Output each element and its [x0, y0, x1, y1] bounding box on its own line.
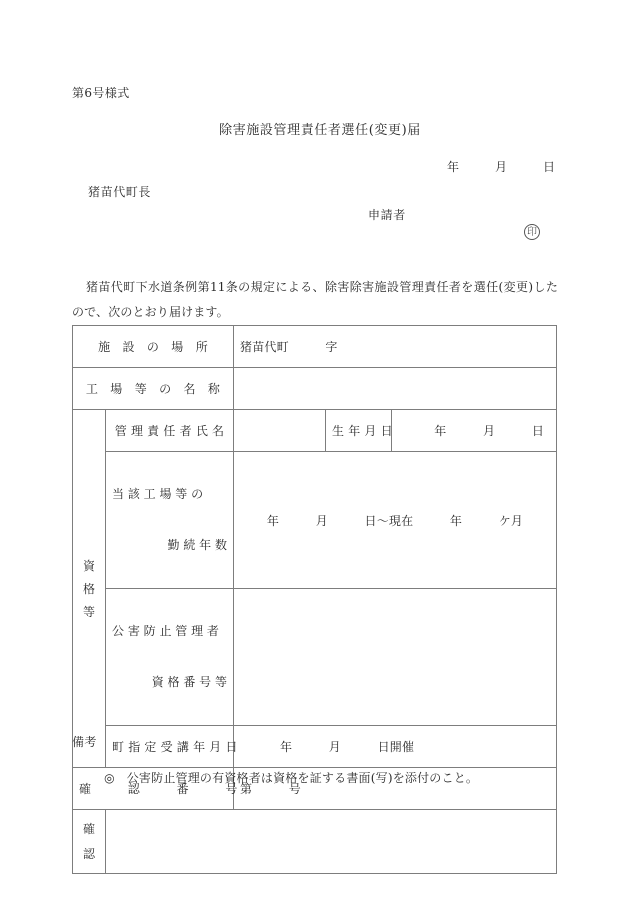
table-row-facility-location	[73, 326, 557, 368]
confirmation-box-char-2: 認	[82, 847, 95, 861]
table-row-years-of-service	[73, 452, 557, 589]
form-number: 第6号様式	[72, 86, 130, 100]
qualification-group-char-1: 資	[82, 558, 95, 573]
confirmation-box-value[interactable]	[106, 810, 557, 874]
facility-location-label: 施 設 の 場 所	[73, 326, 234, 368]
years-of-service-label-line2: 勤 続 年 数	[167, 538, 227, 552]
notes-title: 備考	[72, 735, 97, 749]
applicant-label: 申請者	[368, 208, 406, 222]
pollution-control-label-line2: 資 格 番 号 等	[151, 675, 227, 689]
note-bullet-icon: ◎	[104, 771, 115, 785]
confirmation-box-char-1: 確	[82, 822, 95, 836]
years-of-service-label	[106, 452, 234, 589]
qualification-group-char-3: 等	[82, 604, 95, 619]
town-course-date-value[interactable]: 年 月 日開催	[234, 726, 557, 768]
confirmation-box-label	[73, 810, 106, 874]
pollution-control-label-line1: 公 害 防 止 管 理 者	[112, 624, 219, 638]
factory-name-value[interactable]	[234, 368, 557, 410]
page-title: 除害施設管理責任者選任(変更)届	[219, 123, 421, 138]
confirmation-number-label: 確 認 番 号	[73, 768, 234, 810]
years-of-service-label-line1: 当 該 工 場 等 の	[112, 487, 204, 501]
manager-name-label: 管 理 責 任 者 氏 名	[106, 410, 234, 452]
birth-date-value[interactable]: 年 月 日	[392, 410, 557, 452]
table-row-pollution-control-number	[73, 589, 557, 726]
notes-item	[88, 755, 478, 800]
notes-item-text: 公害防止管理の有資格者は資格を証する書面(写)を添付のこと。	[126, 771, 479, 785]
birth-date-label: 生 年 月 日	[326, 410, 392, 452]
intro-paragraph: 猪苗代町下水道条例第11条の規定による、除害除害施設管理責任者を選任(変更)したので、次のとおり届けます。	[72, 280, 558, 319]
factory-name-label: 工 場 等 の 名 称	[73, 368, 234, 410]
seal-icon: 印	[524, 224, 540, 240]
table-row-factory-name	[73, 368, 557, 410]
qualification-group-char-2: 格	[82, 581, 95, 596]
facility-location-value[interactable]: 猪苗代町 字	[234, 326, 557, 368]
manager-name-value[interactable]	[234, 410, 326, 452]
years-of-service-value[interactable]: 年 月 日～現在 年 ケ月	[234, 452, 557, 589]
table-row-manager-name	[73, 410, 557, 452]
confirmation-number-value[interactable]: 第 号	[234, 768, 557, 810]
addressee-label: 猪苗代町長	[88, 185, 152, 199]
town-course-date-label: 町 指 定 受 講 年 月 日	[106, 726, 234, 768]
pollution-control-number-value[interactable]	[234, 589, 557, 726]
pollution-control-number-label	[106, 589, 234, 726]
table-row-confirmation-box	[73, 810, 557, 874]
submission-date-line: 年 月 日	[446, 160, 555, 174]
qualification-group-label	[73, 410, 106, 768]
